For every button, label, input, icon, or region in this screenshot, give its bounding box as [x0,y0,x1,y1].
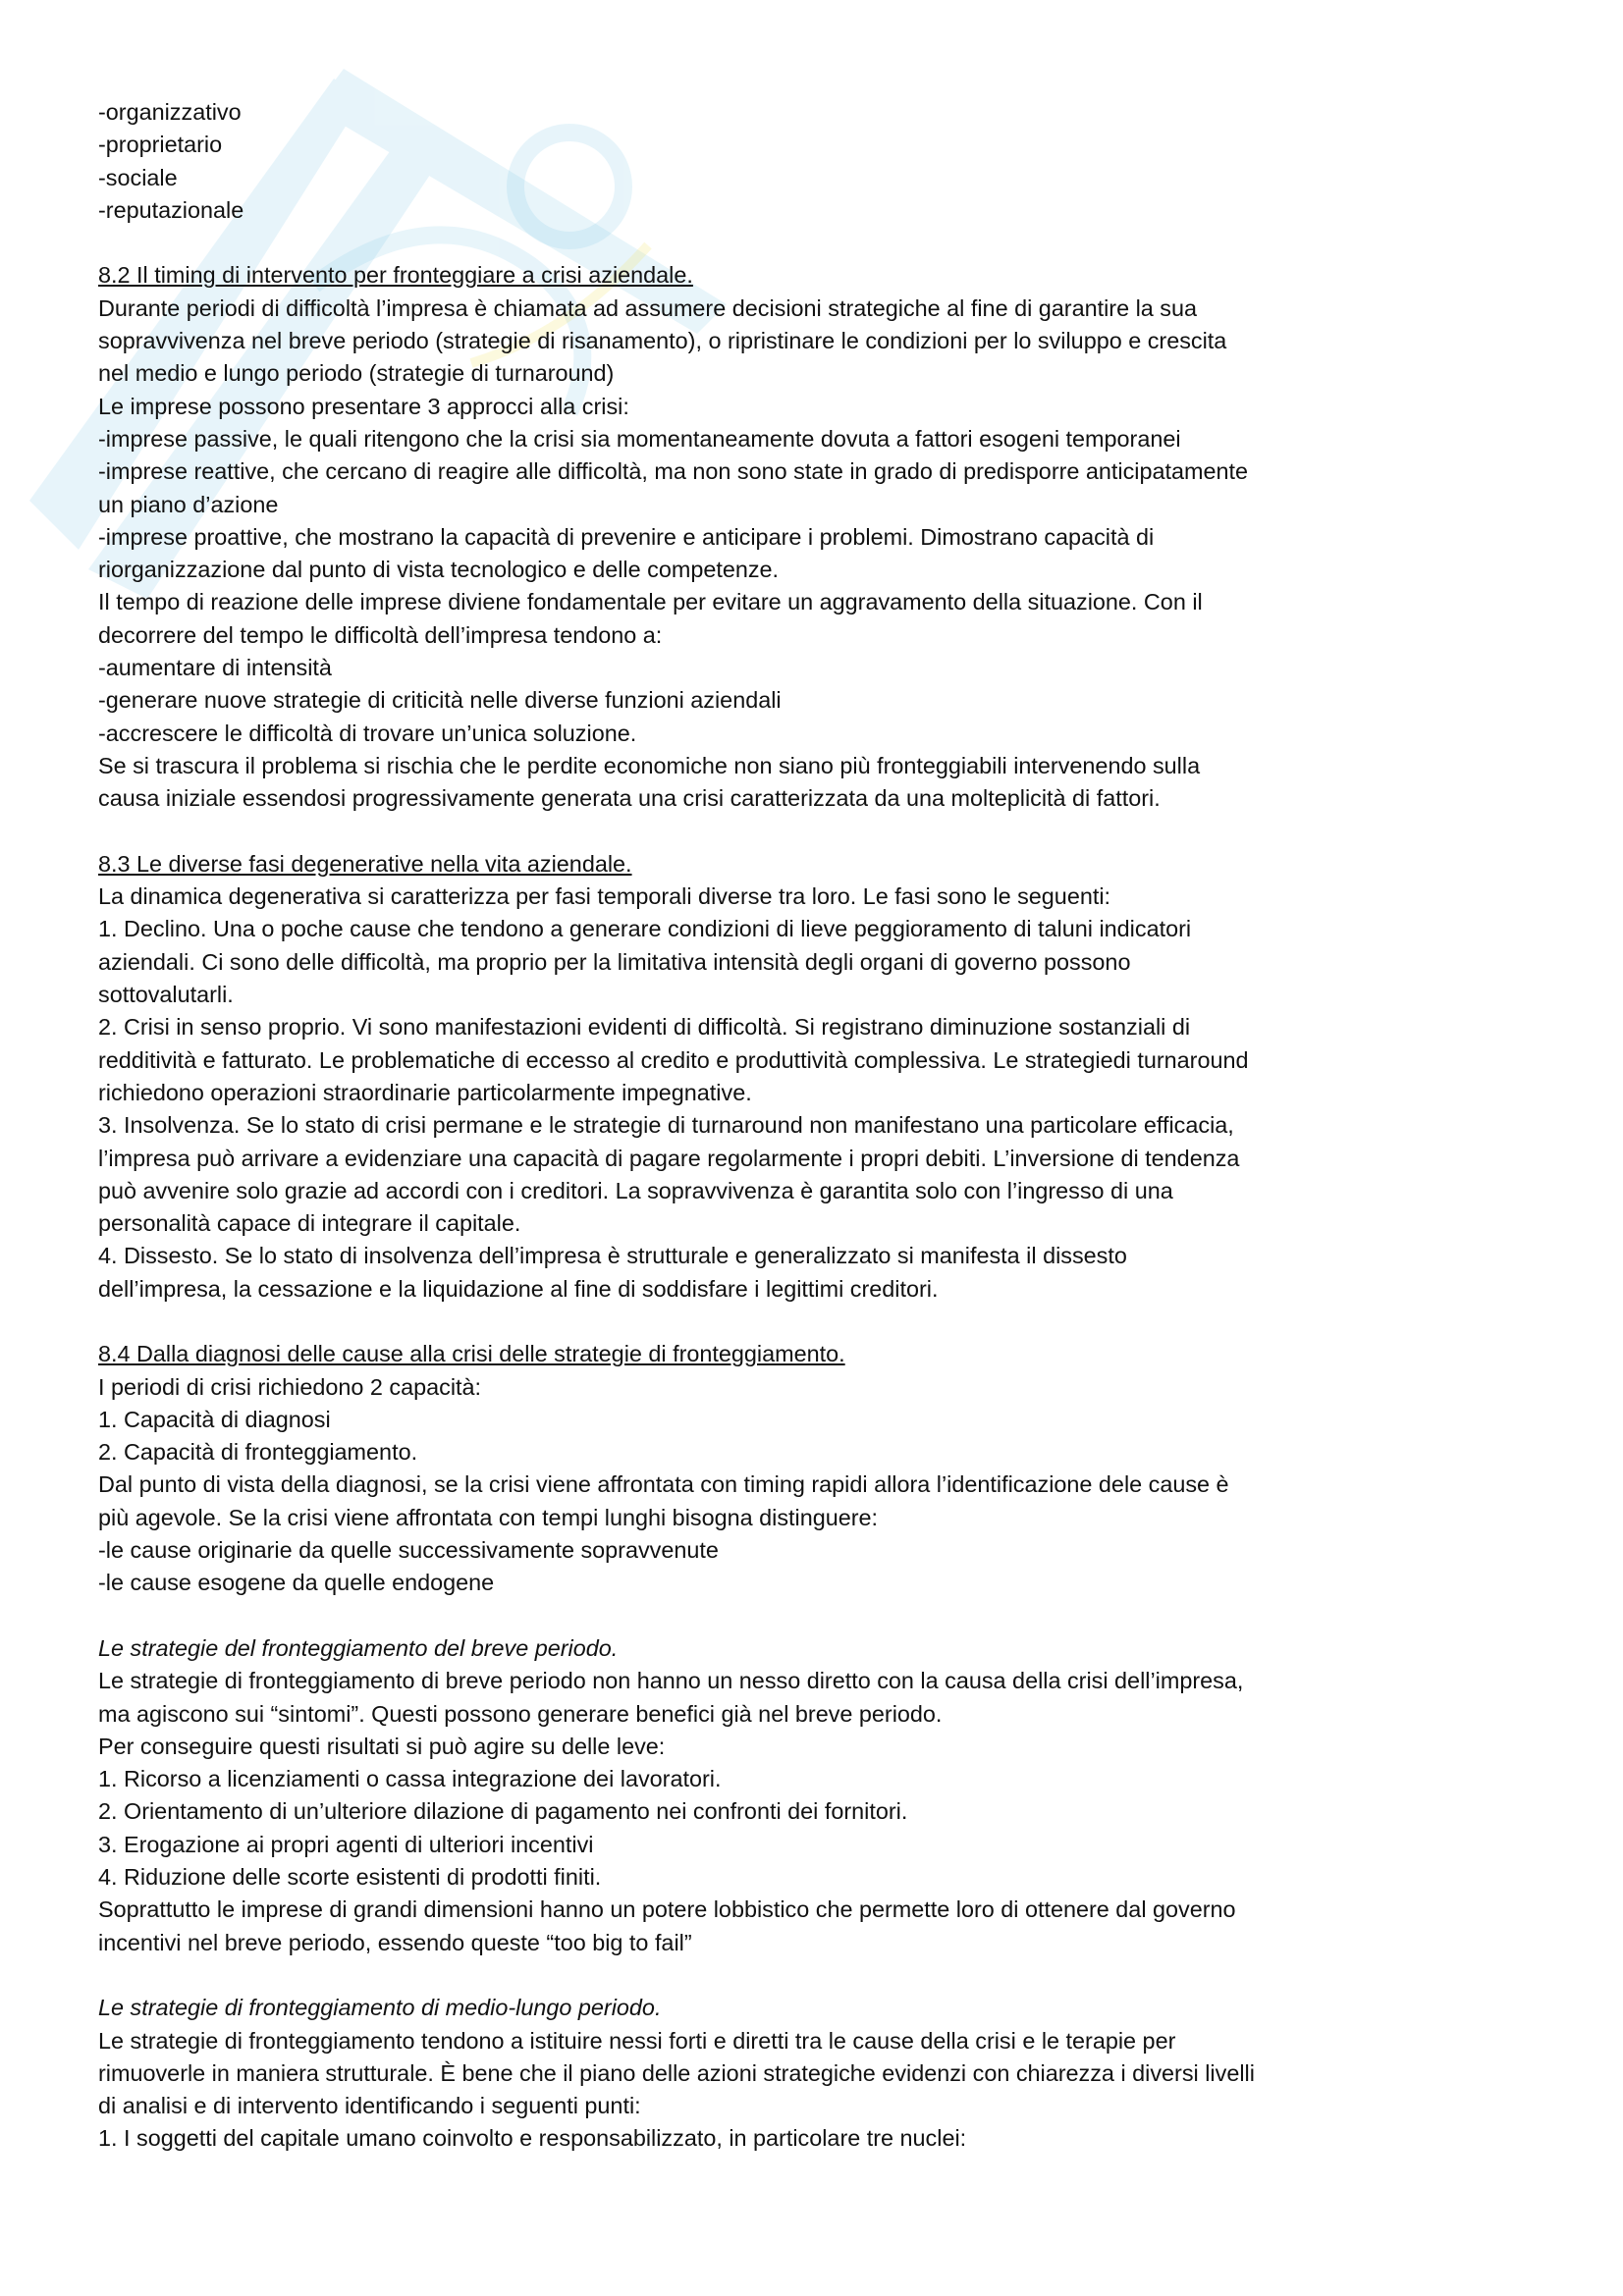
text-line: dell’impresa, la cessazione e la liquidazione al fine di soddisfare i legittimi creditori. [98,1275,939,1302]
text-line: Dal punto di vista della diagnosi, se la crisi viene affrontata con timing rapidi allora l’identificazione dele cause è [98,1471,1229,1498]
text-line: 3. Erogazione ai propri agenti di ulteriori incentivi [98,1831,594,1857]
subsection-heading: Le strategie di fronteggiamento di medio-lungo periodo. [98,1995,662,2021]
text-line: 1. Declino. Una o poche cause che tendono a generare condizioni di lieve peggioramento di taluni indicatori [98,916,1192,942]
text-line: -accrescere le difficoltà di trovare un’unica soluzione. [98,720,637,746]
text-line: rimuoverle in maniera strutturale. È bene che il piano delle azioni strategiche evidenzi con chiarezza i diversi livelli [98,2059,1255,2086]
text-line: I periodi di crisi richiedono 2 capacità: [98,1373,482,1400]
text-line: richiedono operazioni straordinarie particolarmente impegnative. [98,1079,752,1105]
text-line: personalità capace di integrare il capitale. [98,1210,521,1237]
text-line: 4. Riduzione delle scorte esistenti di prodotti finiti. [98,1864,602,1891]
paragraph-gap [98,1306,1375,1338]
text-line: -organizzativo [98,99,242,125]
text-line: 4. Dissesto. Se lo stato di insolvenza dell’impresa è strutturale e generalizzato si manifesta il dissesto [98,1243,1127,1269]
text-line: Soprattutto le imprese di grandi dimensioni hanno un potere lobbistico che permette loro di ottenere dal governo [98,1896,1236,1923]
section-heading: 8.4 Dalla diagnosi delle cause alla crisi delle strategie di fronteggiamento. [98,1341,845,1367]
text-line: 2. Crisi in senso proprio. Vi sono manifestazioni evidenti di difficoltà. Si registrano diminuzione sostanziali di [98,1014,1191,1041]
paragraph-gap [98,1959,1375,1992]
text-line: redditività e fatturato. Le problematiche di eccesso al credito e produttività complessiva. Le strategiedi turnaround [98,1046,1249,1073]
text-line: l’impresa può arrivare a evidenziare una capacità di pagare regolarmente i propri debiti. L’inversione di tendenza [98,1145,1240,1171]
paragraph-gap [98,227,1375,259]
text-line: aziendali. Ci sono delle difficoltà, ma proprio per la limitativa intensità degli organi di governo possono [98,948,1131,975]
text-line: La dinamica degenerativa si caratterizza per fasi temporali diverse tra loro. Le fasi sono le seguenti: [98,883,1111,910]
text-line: -le cause originarie da quelle successivamente sopravvenute [98,1537,719,1564]
text-line: -proprietario [98,132,223,158]
text-line: più agevole. Se la crisi viene affrontata con tempi lunghi bisogna distinguere: [98,1504,879,1530]
text-line: -imprese reattive, che cercano di reagire alle difficoltà, ma non sono state in grado di predisporre anticipatamente [98,458,1249,485]
text-line: Per conseguire questi risultati si può agire su delle leve: [98,1733,666,1759]
text-line: decorrere del tempo le difficoltà dell’impresa tendono a: [98,621,663,648]
text-line: -le cause esogene da quelle endogene [98,1570,495,1596]
text-line: 3. Insolvenza. Se lo stato di crisi permane e le strategie di turnaround non manifestano una particolare efficacia, [98,1112,1234,1139]
text-line: di analisi e di intervento identificando i seguenti punti: [98,2093,641,2119]
text-line: Le strategie di fronteggiamento di breve periodo non hanno un nesso diretto con la causa della crisi dell’impresa, [98,1668,1244,1694]
text-line: causa iniziale essendosi progressivamente generata una crisi caratterizzata da una molteplicità di fattori. [98,785,1161,812]
text-line: incentivi nel breve periodo, essendo queste “too big to fail” [98,1929,692,1955]
paragraph-gap [98,816,1375,848]
text-line: Il tempo di reazione delle imprese diviene fondamentale per evitare un aggravamento della situazione. Con il [98,589,1203,615]
text-line: -imprese proattive, che mostrano la capacità di prevenire e anticipare i problemi. Dimostrano capacità di [98,523,1155,550]
text-line: Durante periodi di difficoltà l’impresa è chiamata ad assumere decisioni strategiche al fine di garantire la sua [98,294,1198,321]
text-line: ma agiscono sui “sintomi”. Questi possono generare benefici già nel breve periodo. [98,1700,943,1727]
text-line: riorganizzazione dal punto di vista tecnologico e delle competenze. [98,557,780,583]
subsection-heading: Le strategie del fronteggiamento del breve periodo. [98,1634,619,1661]
text-line: -sociale [98,164,178,190]
text-line: Le imprese possono presentare 3 approcci alla crisi: [98,393,629,419]
text-line: 2. Orientamento di un’ulteriore dilazione di pagamento nei confronti dei fornitori. [98,1798,908,1825]
text-line: 1. I soggetti del capitale umano coinvolto e responsabilizzato, in particolare tre nuclei: [98,2125,967,2152]
paragraph-gap [98,1600,1375,1632]
text-line: un piano d’azione [98,491,279,517]
text-line: sopravvivenza nel breve periodo (strategie di risanamento), o ripristinare le condizioni per lo sviluppo e crescita [98,328,1227,354]
section-heading: 8.3 Le diverse fasi degenerative nella vita aziendale. [98,850,632,877]
text-line: Se si trascura il problema si rischia che le perdite economiche non siano più fronteggiabili intervenendo sulla [98,752,1201,778]
text-line: -reputazionale [98,196,244,223]
text-line: sottovalutarli. [98,982,234,1008]
text-line: può avvenire solo grazie ad accordi con i creditori. La sopravvivenza è garantita solo con l’ingresso di una [98,1177,1173,1203]
text-line: -imprese passive, le quali ritengono che la crisi sia momentaneamente dovuta a fattori esogeni temporanei [98,425,1181,452]
text-line: Le strategie di fronteggiamento tendono a istituire nessi forti e diretti tra le cause della crisi e le terapie per [98,2027,1176,2054]
text-line: -generare nuove strategie di criticità nelle diverse funzioni aziendali [98,687,782,714]
section-heading: 8.2 Il timing di intervento per fronteggiare a crisi aziendale. [98,262,693,289]
text-line: 1. Capacità di diagnosi [98,1406,331,1432]
text-line: -aumentare di intensità [98,655,332,681]
text-line: 1. Ricorso a licenziamenti o cassa integrazione dei lavoratori. [98,1766,722,1792]
document-body [98,96,1375,2156]
text-line: nel medio e lungo periodo (strategie di turnaround) [98,360,615,387]
text-line: 2. Capacità di fronteggiamento. [98,1439,418,1466]
